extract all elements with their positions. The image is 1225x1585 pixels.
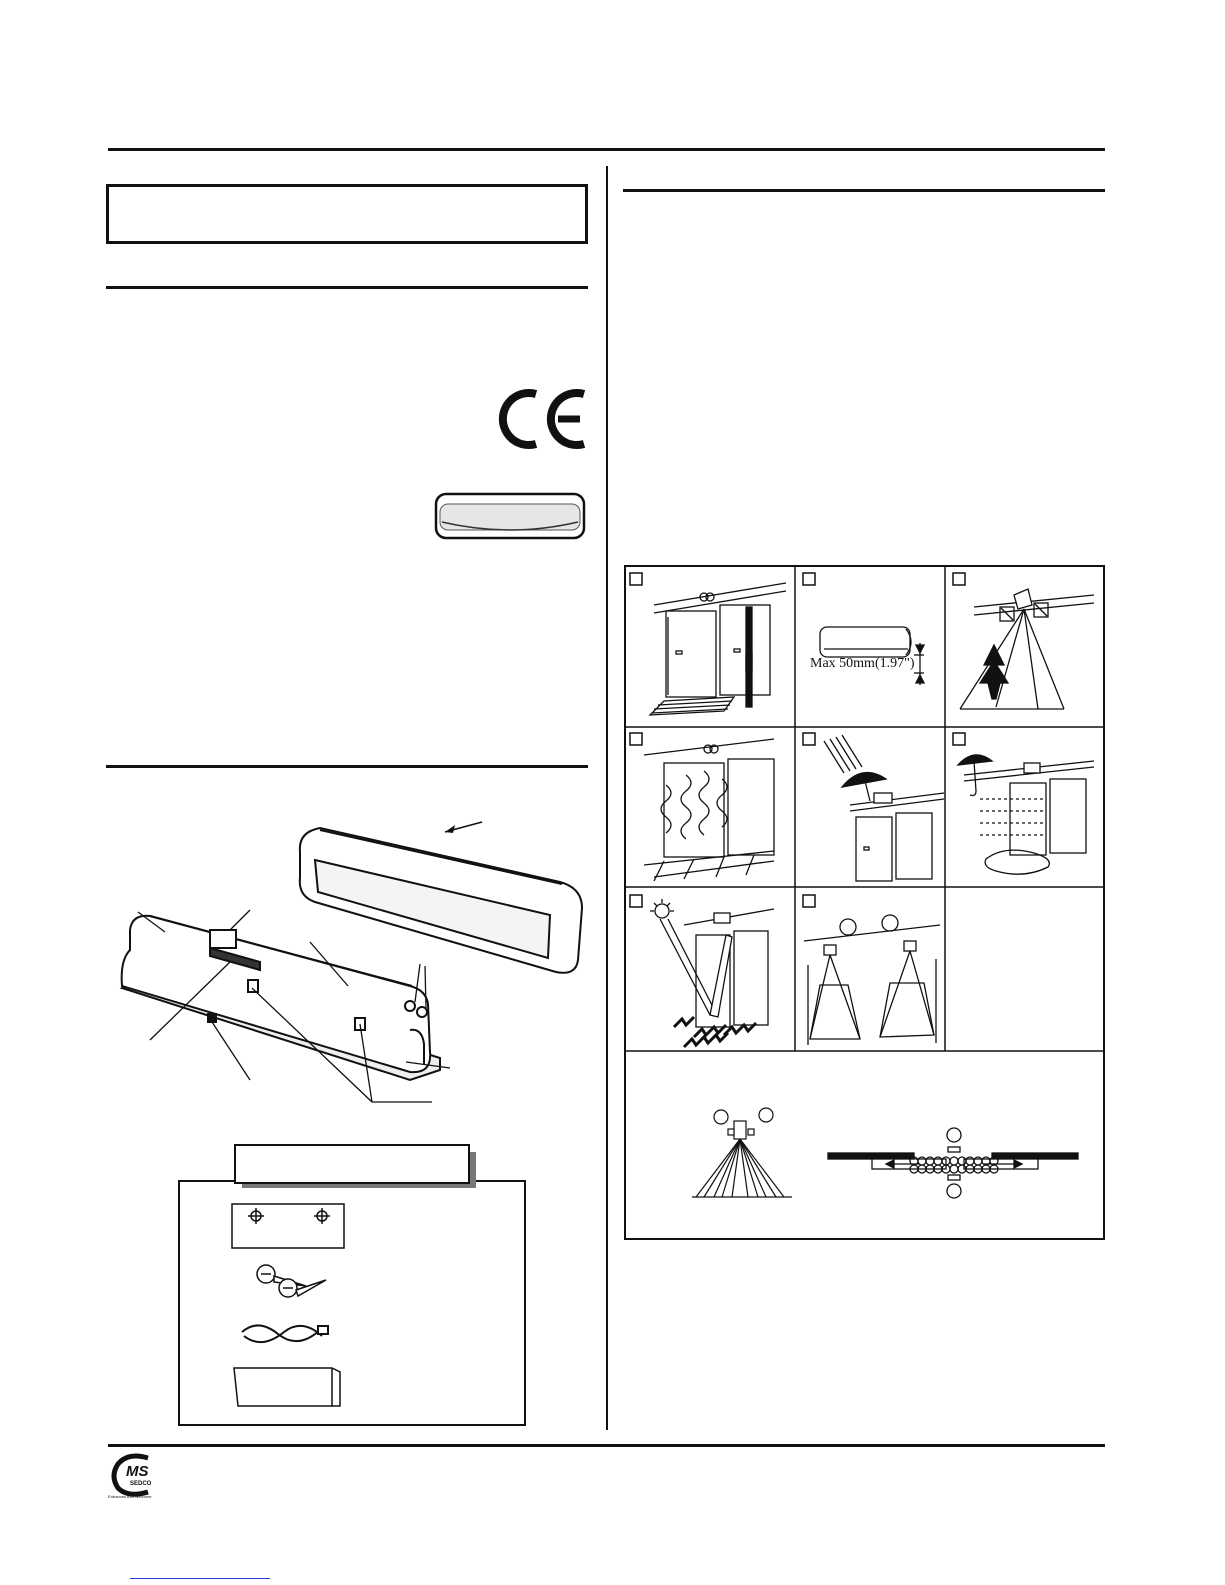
footer-link[interactable] (130, 1578, 270, 1579)
column-divider (606, 166, 608, 1430)
left-section-rule-2 (106, 765, 588, 768)
panel-heat-flow (644, 739, 774, 881)
section-title-box (106, 184, 588, 244)
panel-sun-reflection (650, 899, 774, 1047)
sensor-exploded-diagram (110, 790, 590, 1120)
panel-door-mat (650, 583, 786, 715)
accessories-items (228, 1200, 358, 1410)
header-rule (108, 148, 1105, 151)
mounting-template-icon (232, 1204, 344, 1248)
manual-sheet-icon (234, 1368, 340, 1406)
cable-icon (242, 1325, 328, 1342)
ms-sedco-logo (106, 1452, 166, 1502)
right-section-rule (623, 189, 1105, 192)
max-height-label: Max 50mm(1.97") (810, 656, 915, 671)
panel-umbrella-puddle (958, 755, 1094, 874)
logo-letters: MS (126, 1463, 149, 1480)
logo-brand: SEDCO (130, 1481, 152, 1487)
panel-door-plan (828, 1128, 1078, 1198)
panel-beam-pattern (692, 1108, 792, 1197)
panel-rain-umbrella (824, 735, 944, 881)
left-section-rule-1 (106, 286, 588, 289)
ce-mark-icon (500, 388, 590, 450)
logo-tagline: Entrances that Welcome (108, 1494, 152, 1499)
panel-dual-sensors (804, 915, 940, 1045)
sensor-cover (300, 828, 582, 973)
screws-icon (257, 1265, 326, 1297)
accessories-title-box (234, 1144, 470, 1184)
sensor-body (122, 916, 440, 1080)
footer-rule (108, 1444, 1105, 1447)
sensor-product-image (434, 492, 586, 542)
panel-plant-zone (960, 589, 1094, 709)
installation-notes-grid (624, 565, 1103, 1238)
